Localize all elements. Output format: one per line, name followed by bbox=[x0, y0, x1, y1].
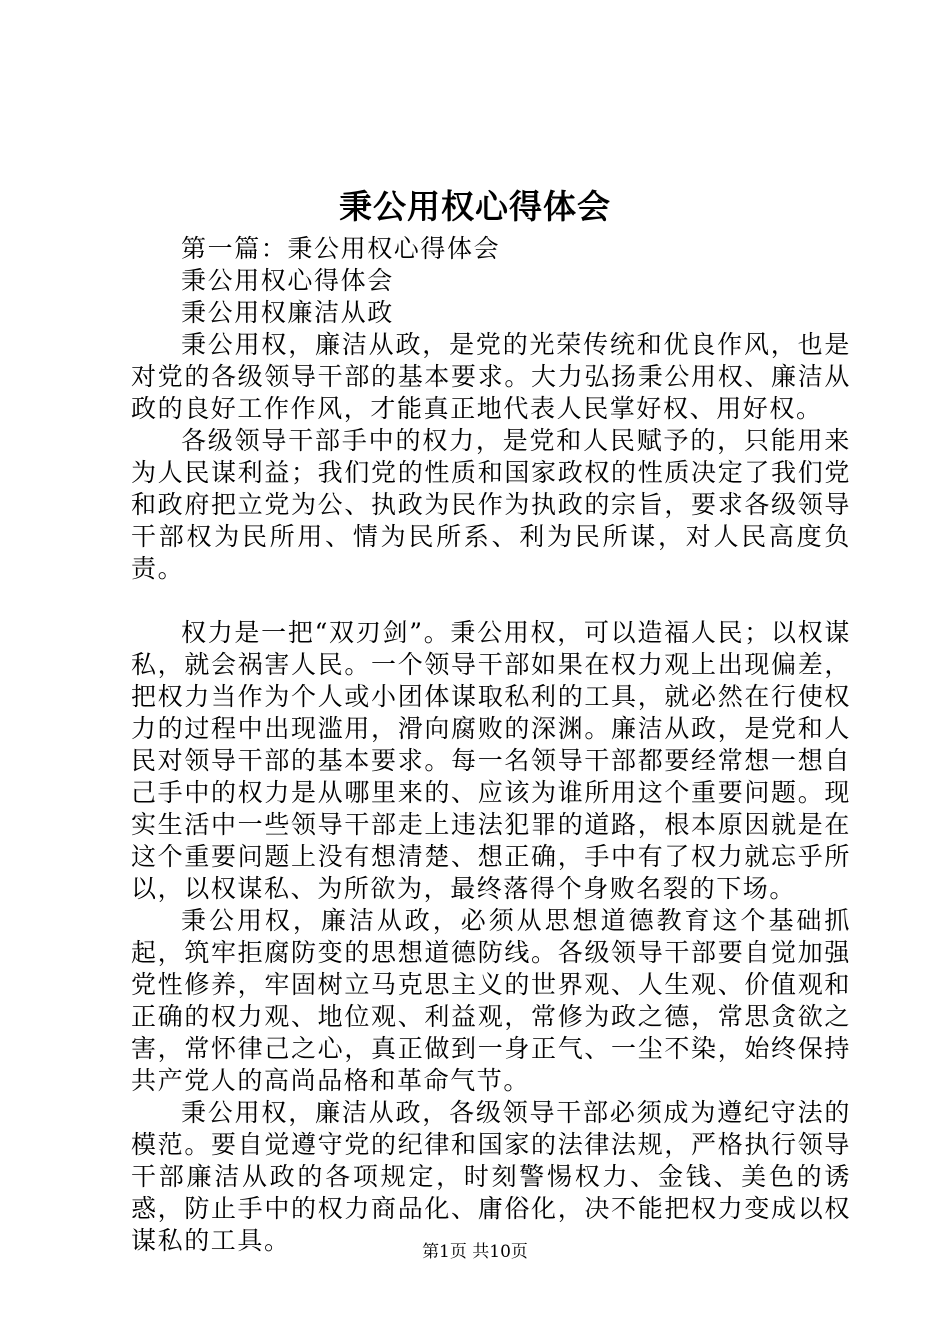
page-number: 第1页 共10页 bbox=[422, 1242, 528, 1262]
paragraph: 秉公用权，廉洁从政，是党的光荣传统和优良作风，也是对党的各级领导干部的基本要求。大力弘扬秉公用权、廉洁从政的良好工作作风，才能真正地代表人民掌好权、用好权。 bbox=[131, 330, 851, 423]
paragraph: 权力是一把“双刃剑”。秉公用权，可以造福人民；以权谋私，就会祸害人民。一个领导干部如果在权力观上出现偏差，把权力当作为个人或小团体谋取私利的工具，就必然在行使权力的过程中出现滥用，滑向腐败的深渊。廉洁从政，是党和人民对领导干部的基本要求。每一名领导干部都要经常想一想自己手中的权力是从哪里来的、应该为谁所用这个重要问题。现实生活中一些领导干部走上违法犯罪的道路，根本原因就是在这个重要问题上没有想清楚、想正确，手中有了权力就忘乎所以，以权谋私、为所欲为，最终落得个身败名裂的下场。 bbox=[131, 618, 851, 903]
paragraph: 各级领导干部手中的权力，是党和人民赋予的，只能用来为人民谋利益；我们党的性质和国家政权的性质决定了我们党和政府把立党为公、执政为民作为执政的宗旨，要求各级领导干部权为民所用、情为民所系、利为民所谋，对人民高度负责。 bbox=[131, 426, 851, 583]
subtitle: 秉公用权心得体会 bbox=[181, 266, 394, 295]
paragraph: 秉公用权，廉洁从政，各级领导干部必须成为遵纪守法的模范。要自觉遵守党的纪律和国家的法律法规，严格执行领导干部廉洁从政的各项规定，时刻警惕权力、金钱、美色的诱惑，防止手中的权力商品化、庸俗化，决不能把权力变成以权谋私的工具。 bbox=[131, 1098, 851, 1255]
subtitle: 秉公用权廉洁从政 bbox=[181, 298, 394, 327]
section-heading: 第一篇：秉公用权心得体会 bbox=[181, 234, 501, 263]
paragraph: 秉公用权，廉洁从政，必须从思想道德教育这个基础抓起，筑牢拒腐防变的思想道德防线。各级领导干部要自觉加强党性修养，牢固树立马克思主义的世界观、人生观、价值观和正确的权力观、地位观、利益观，常修为政之德，常思贪欲之害，常怀律己之心，真正做到一身正气、一尘不染，始终保持共产党人的高尚品格和革命气节。 bbox=[131, 906, 851, 1095]
document-body bbox=[131, 233, 851, 1257]
page-title: 秉公用权心得体会 bbox=[339, 187, 611, 226]
